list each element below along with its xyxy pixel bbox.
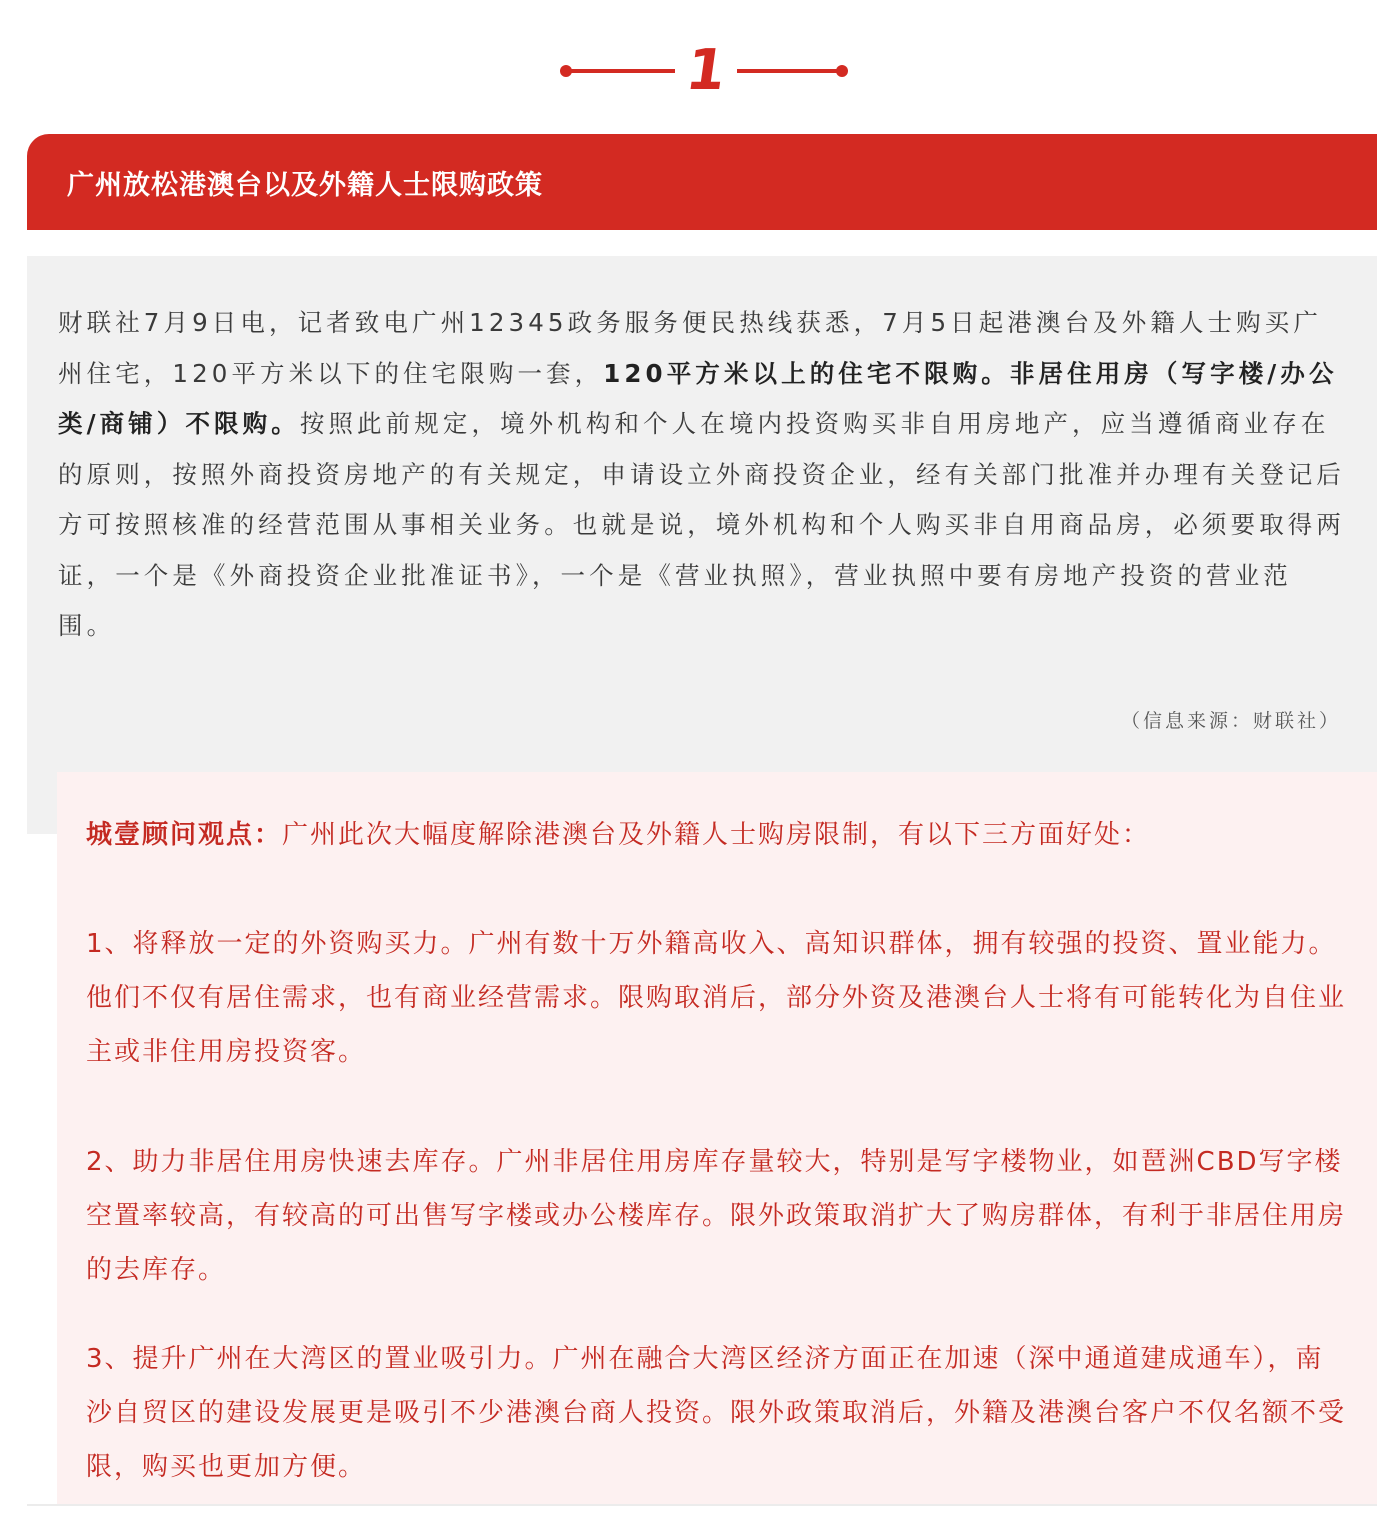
section-number-header bbox=[0, 36, 1377, 106]
article-bold-text: 120平方米以上的住宅不限购。非居住用房（写字楼/办公类/商铺）不限购。 bbox=[58, 358, 1338, 438]
bottom-divider bbox=[27, 1504, 1377, 1506]
advisor-label: 城壹顾问观点： bbox=[86, 820, 283, 850]
decorative-dot bbox=[836, 65, 848, 77]
title-banner bbox=[27, 134, 1377, 230]
advisor-intro bbox=[86, 808, 1348, 862]
advisor-point: 2、助力非居住用房快速去库存。广州非居住用房库存量较大，特别是写字楼物业，如琶洲CBD写字楼空置率较高，有较高的可出售写字楼或办公楼库存。限外政策取消扩大了购房群体，有利于非居住用房的去库存。 bbox=[86, 1147, 1347, 1285]
advisor-opinion-box bbox=[57, 772, 1377, 1505]
article-source: （信息来源：财联社） bbox=[1120, 710, 1341, 732]
advisor-intro-text: 广州此次大幅度解除港澳台及外籍人士购房限制，有以下三方面好处： bbox=[282, 820, 1151, 850]
advisor-point: 3、提升广州在大湾区的置业吸引力。广州在融合大湾区经济方面正在加速（深中通道建成通车），南沙自贸区的建设发展更是吸引不少港澳台商人投资。限外政策取消后，外籍及港澳台客户不仅名额不受限，购买也更加方便。 bbox=[86, 1344, 1347, 1482]
section-title: 广州放松港澳台以及外籍人士限购政策 bbox=[67, 170, 543, 201]
article-text: 财联社7月9日电，记者致电广州12345政务服务便民热线获悉，7月5日起港澳台及外籍人士购买广州住宅，120平方米以下的住宅限购一套， bbox=[58, 308, 1322, 388]
advisor-point: 1、将释放一定的外资购买力。广州有数十万外籍高收入、高知识群体，拥有较强的投资、置业能力。他们不仅有居住需求，也有商业经营需求。限购取消后，部分外资及港澳台人士将有可能转化为自住业主或非住用房投资客。 bbox=[86, 929, 1347, 1067]
news-article-box bbox=[27, 256, 1377, 834]
decorative-line bbox=[565, 69, 675, 73]
section-number: 1 bbox=[682, 38, 731, 103]
article-text: 按照此前规定，境外机构和个人在境内投资购买非自用房地产，应当遵循商业存在的原则，按照外商投资房地产的有关规定，申请设立外商投资企业，经有关部门批准并办理有关登记后方可按照核准的经营范围从事相关业务。也就是说，境外机构和个人购买非自用商品房，必须要取得两证，一个是《外商投资企业批准证书》，一个是《营业执照》，营业执照中要有房地产投资的营业范围。 bbox=[58, 409, 1345, 640]
decorative-line bbox=[737, 69, 842, 73]
article-paragraph bbox=[58, 298, 1348, 652]
